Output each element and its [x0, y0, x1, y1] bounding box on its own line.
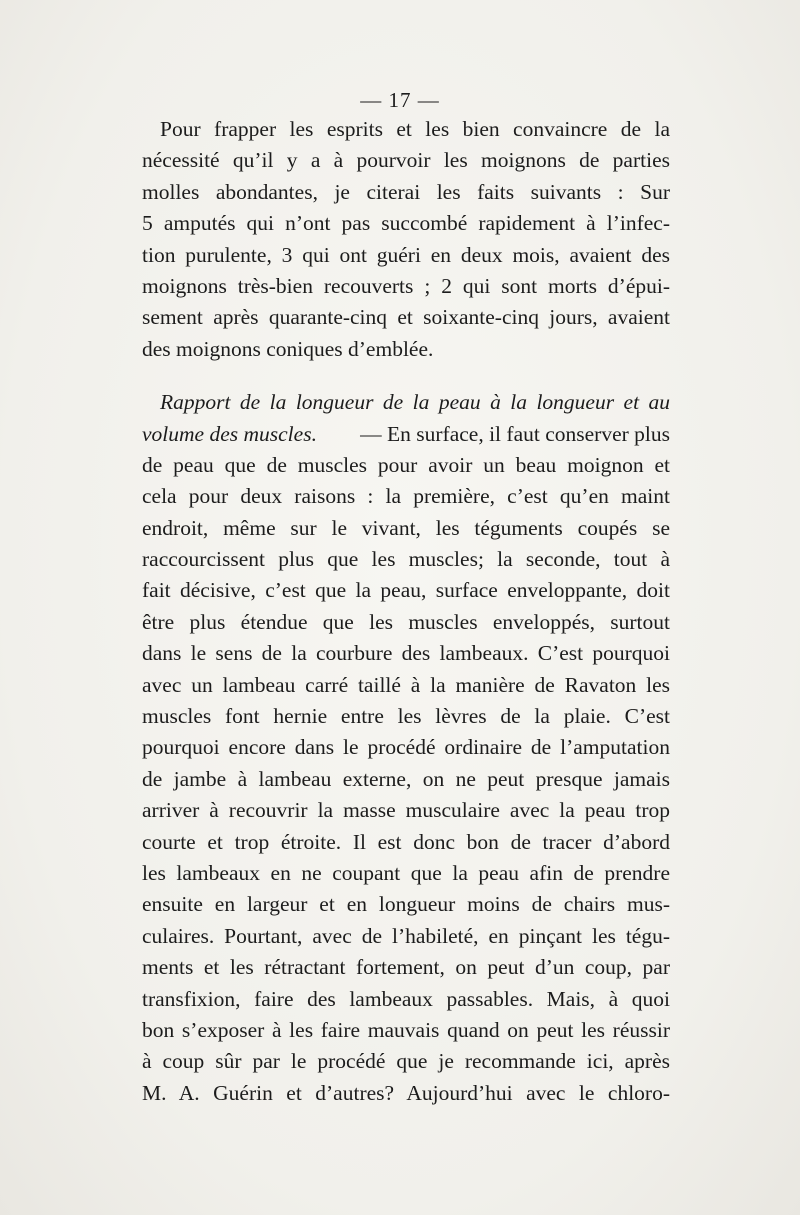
section-heading-line: [142, 387, 670, 418]
text-line: de peau que de muscles pour avoir un beau moignon et: [142, 452, 670, 477]
text-line: bon s’exposer à les faire mauvais quand on peut les réussir: [142, 1017, 670, 1042]
text-line: être plus étendue que les muscles enveloppés, surtout: [142, 609, 670, 634]
text-line: sement après quarante-cinq et soixante-cinq jours, avaient: [142, 305, 670, 330]
text-line: 5 amputés qui n’ont pas succombé rapidement à l’infec-: [142, 211, 670, 236]
page-number: — 17 —: [360, 88, 440, 112]
section-heading-continued: volume des muscles.: [142, 421, 317, 446]
text-line: endroit, même sur le vivant, les téguments coupés se: [142, 515, 670, 540]
page-body: [142, 114, 670, 1109]
text-line: fait décisive, c’est que la peau, surface enveloppante, doit: [142, 578, 670, 603]
text-line: tion purulente, 3 qui ont guéri en deux mois, avaient des: [142, 242, 670, 267]
text-line: nécessité qu’il y a à pourvoir les moignons de parties: [142, 148, 670, 173]
text-line: dans le sens de la courbure des lambeaux. C’est pourquoi: [142, 641, 670, 666]
text-line: Pour frapper les esprits et les bien convaincre de la: [160, 117, 670, 141]
text-fragment: — En surface, il faut conserver plus: [354, 421, 670, 446]
text-line: des moignons coniques d’emblée.: [142, 336, 434, 361]
text-line: pourquoi encore dans le procédé ordinaire de l’amputation: [142, 735, 670, 760]
text-line: molles abondantes, je citerai les faits suivants : Sur: [142, 179, 670, 204]
paragraph-rapport: [142, 387, 670, 1109]
text-line: moignons très-bien recouverts ; 2 qui sont morts d’épui-: [142, 273, 670, 298]
section-heading: Rapport de la longueur de la peau à la longueur et au: [160, 390, 670, 415]
text-line: les lambeaux en ne coupant que la peau afin de prendre: [142, 860, 670, 885]
text-line: culaires. Pourtant, avec de l’habileté, en pinçant les tégu-: [142, 923, 670, 948]
text-line: courte et trop étroite. Il est donc bon de tracer d’abord: [142, 829, 670, 854]
text-line: raccourcissent plus que les muscles; la seconde, tout à: [142, 547, 670, 572]
text-line: [142, 419, 670, 450]
text-line: arriver à recouvrir la masse musculaire avec la peau trop: [142, 798, 670, 823]
text-line: à coup sûr par le procédé que je recommande ici, après: [142, 1049, 670, 1074]
text-line: ments et les rétractant fortement, on peut d’un coup, par: [142, 955, 670, 980]
text-line: cela pour deux raisons : la première, c’est qu’en maint: [142, 484, 670, 509]
text-line: transfixion, faire des lambeaux passables. Mais, à quoi: [142, 986, 670, 1011]
text-line: M. A. Guérin et d’autres? Aujourd’hui avec le chloro-: [142, 1080, 670, 1105]
text-line: de jambe à lambeau externe, on ne peut presque jamais: [142, 766, 670, 791]
text-line: muscles font hernie entre les lèvres de la plaie. C’est: [142, 704, 670, 729]
text-line: avec un lambeau carré taillé à la manière de Ravaton les: [142, 672, 670, 697]
paragraph-amputes: [142, 114, 670, 365]
text-line: ensuite en largeur et en longueur moins de chairs mus-: [142, 892, 670, 917]
